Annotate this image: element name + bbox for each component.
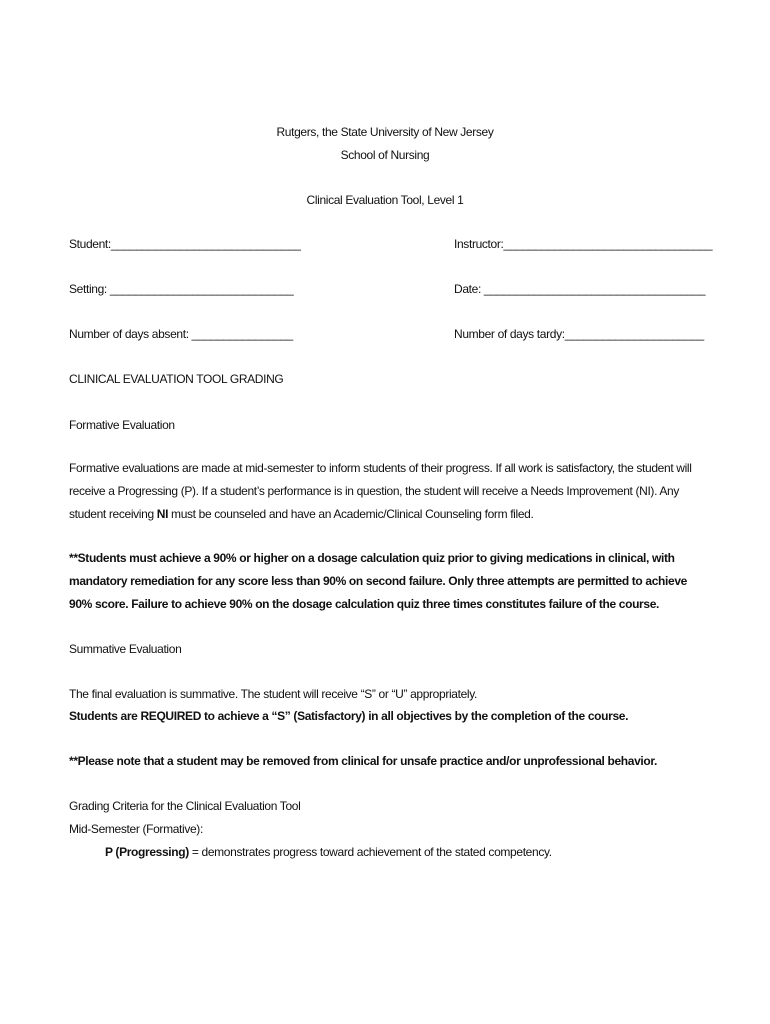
setting-field: Setting: _____________________________ [69,282,294,296]
summative-text: The final evaluation is summative. The student will receive “S” or “U” appropriately. [69,687,477,701]
summative-heading: Summative Evaluation [69,642,182,656]
university-name: Rutgers, the State University of New Jersey [276,125,494,139]
dosage-note: **Students must achieve a 90% or higher on a dosage calculation quiz prior to giving medications in clinical, with mandatory remediation for any score less than 90% on second failure. Only three attempts are permitted to achieve 90% score. Failure to achieve 90% on the dosage calculation quiz three times constitutes failure of the course. [69,551,687,611]
progressing-text: = demonstrates progress toward achievement of the stated competency. [188,845,552,859]
criteria-heading: Grading Criteria for the Clinical Evaluation Tool [69,799,301,813]
progressing-label: P (Progressing) [105,845,189,859]
summative-required: Students are REQUIRED to achieve a “S” (Satisfactory) in all objectives by the completion of the course. [69,709,629,723]
days-tardy-field: Number of days tardy:______________________ [454,327,704,341]
student-field: Student:______________________________ [69,237,301,251]
mid-semester-heading: Mid-Semester (Formative): [69,822,203,836]
grading-heading: CLINICAL EVALUATION TOOL GRADING [69,372,284,386]
date-field: Date: ___________________________________ [454,282,706,296]
formative-text-b: must be counseled and have an Academic/Clinical Counseling form filed. [168,507,534,521]
days-absent-field: Number of days absent: ________________ [69,327,293,341]
progressing-line [105,844,552,860]
formative-heading: Formative Evaluation [69,418,175,432]
tool-title: Clinical Evaluation Tool, Level 1 [306,193,464,207]
formative-paragraph [69,457,709,526]
formative-text-a: Formative evaluations are made at mid-semester to inform students of their progress. If all work is satisfactory, the student will receive a Progressing (P). If a student’s performance is in question, the student will receive a Needs Improvement (NI). Any student receiving [69,461,692,521]
removal-note: **Please note that a student may be removed from clinical for unsafe practice and/or unprofessional behavior. [69,754,658,768]
instructor-field: Instructor:_________________________________ [454,237,713,251]
school-name: School of Nursing [340,148,430,162]
formative-text-ni: NI [156,507,169,521]
